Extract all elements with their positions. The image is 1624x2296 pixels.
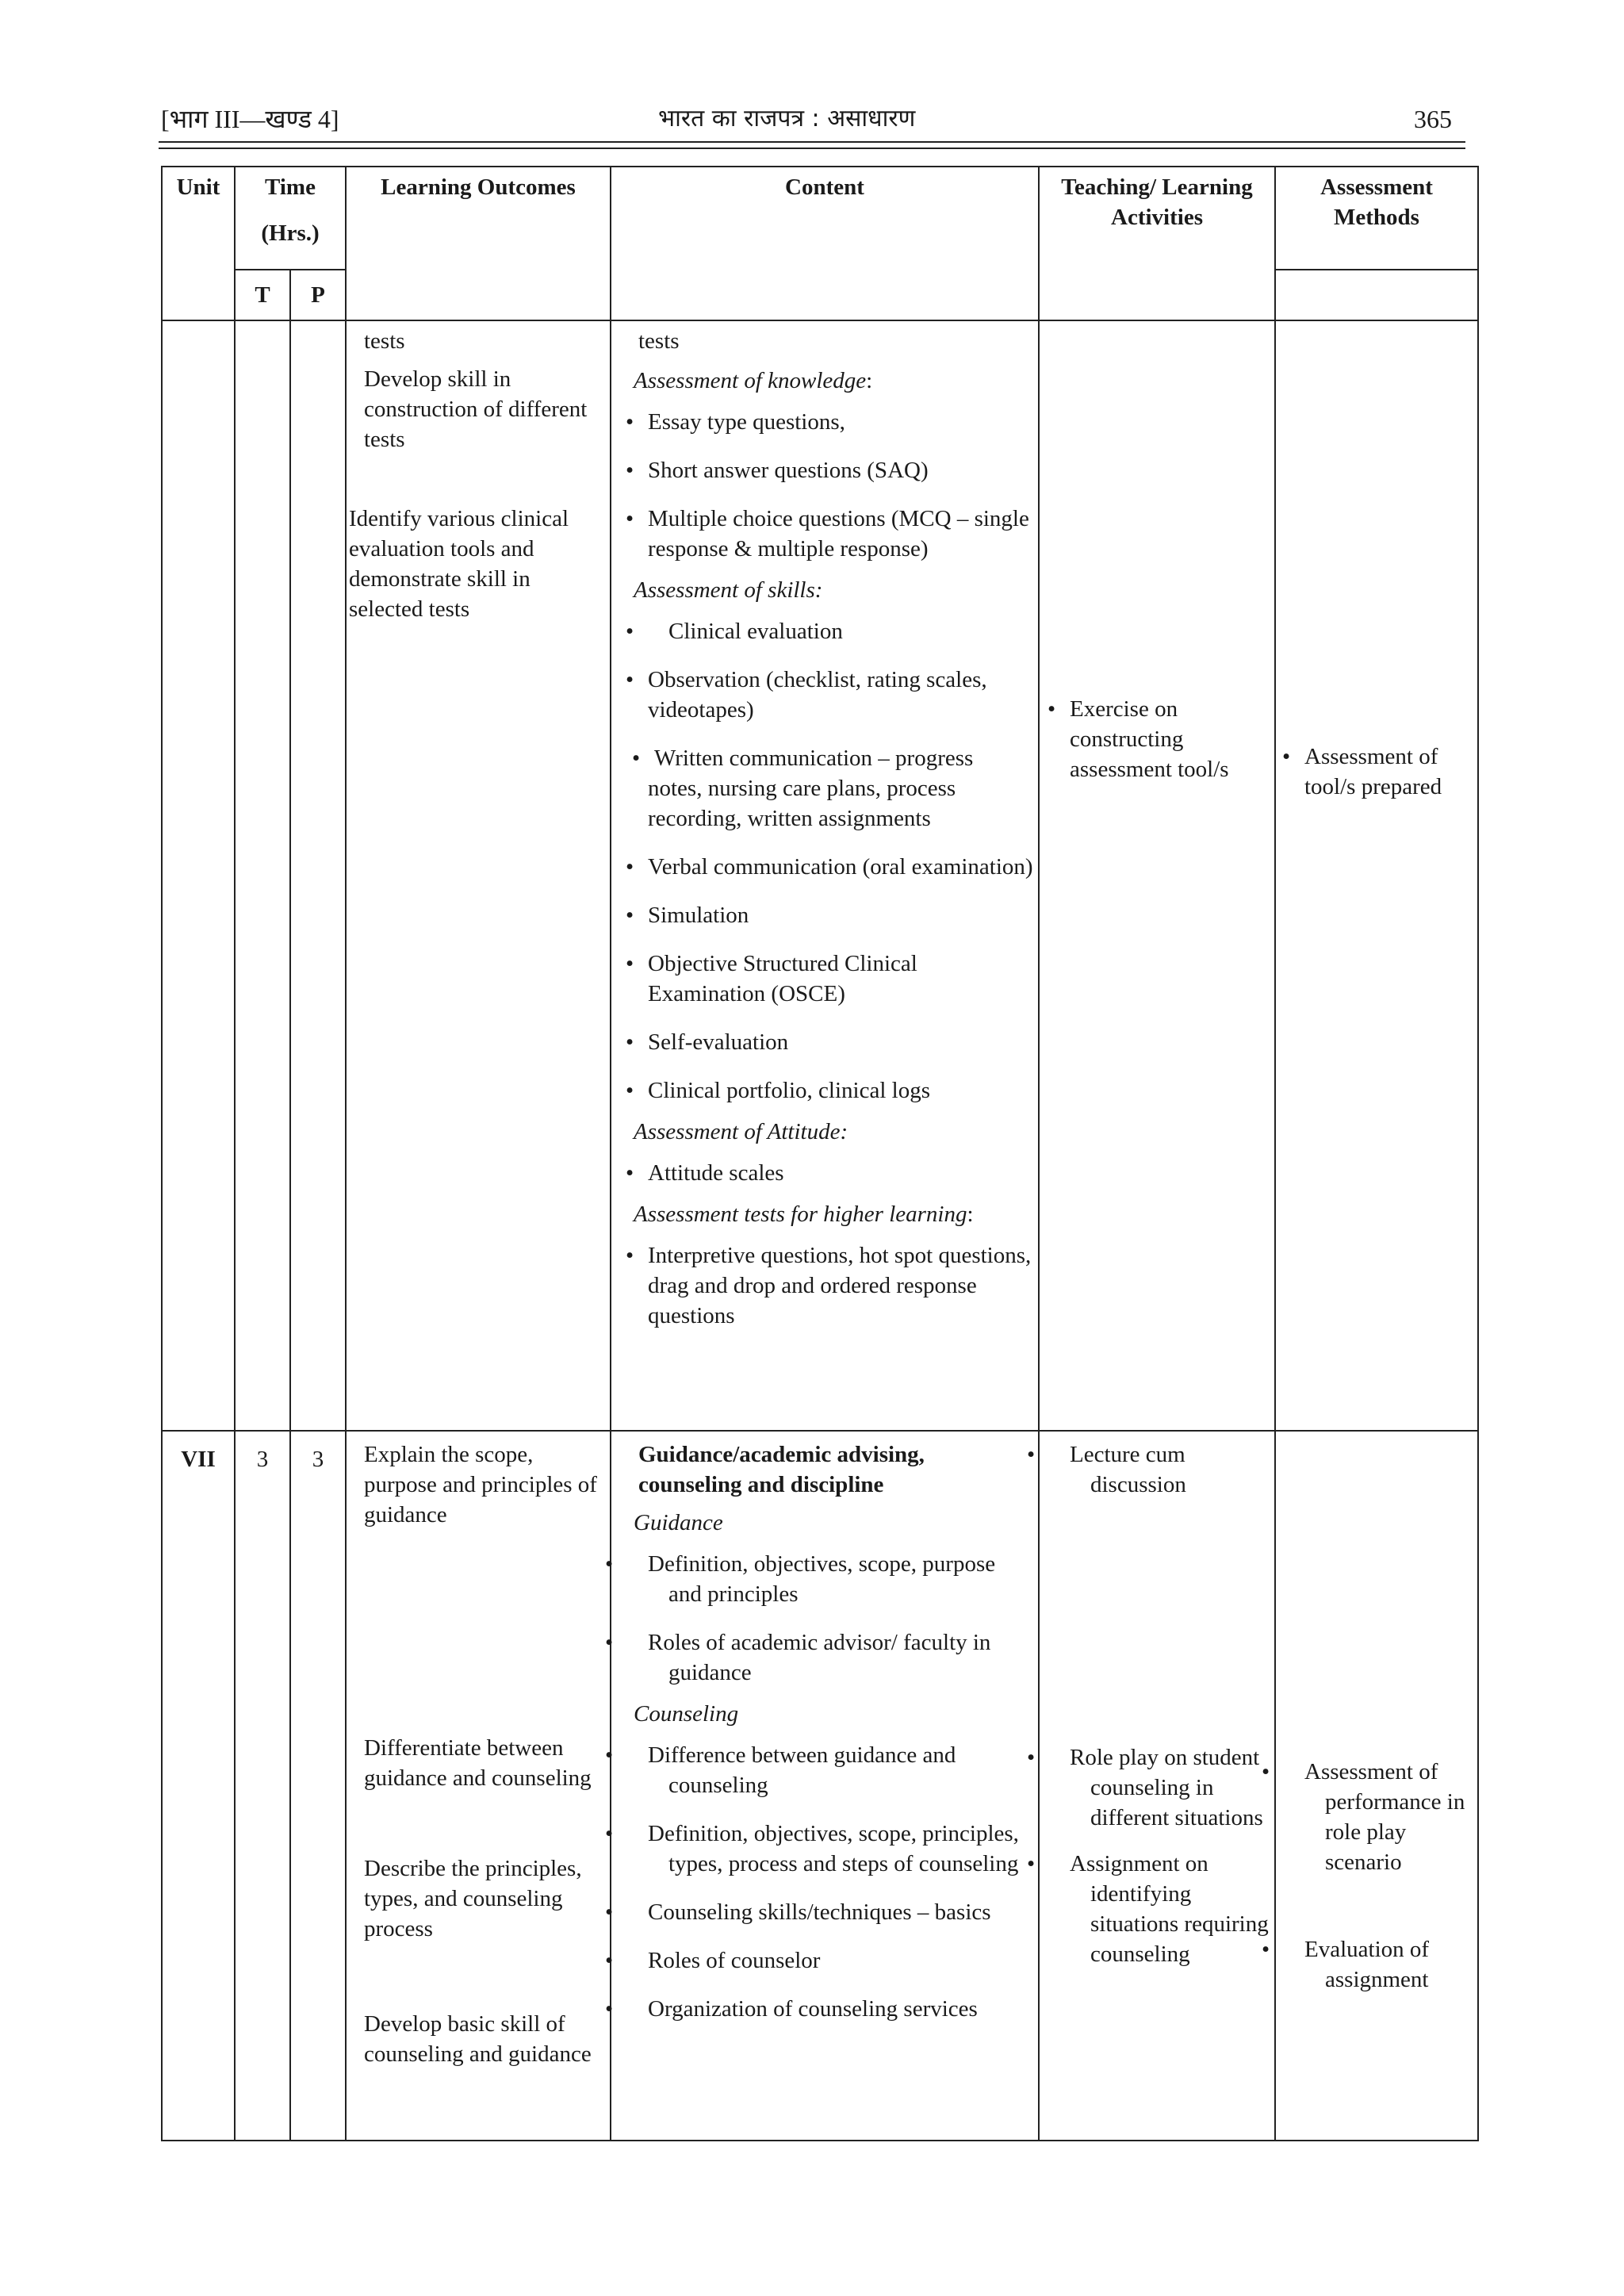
bullet-list [622,407,1033,564]
list-item: • Assessment of performance in role play scenario [1279,1757,1474,1877]
list-item: • Assessment of tool/s prepared [1279,742,1474,802]
list-item: • Organization of counseling services [622,1994,1033,2024]
list-item: • Objective Structured Clinical Examination (OSCE) [622,949,1033,1009]
list-item: • Essay type questions, [622,407,1033,437]
bullet-list [622,1158,1033,1188]
page-number: 365 [1414,105,1452,133]
content-cell [611,1431,1039,2141]
t-cell [235,320,290,1431]
list-item: • Verbal communication (oral examination) [622,852,1033,882]
content-subheading: Assessment of knowledge: [634,368,873,393]
bullet-list [1040,1439,1274,1969]
list-item: • Roles of academic advisor/ faculty in guidance [622,1627,1033,1688]
list-item: • Written communication – progress notes, nursing care plans, process recording, written assignments [622,743,1033,834]
teaching-cell [1039,1431,1275,2141]
list-item: • Self-evaluation [622,1027,1033,1057]
bullet-list [1276,1757,1477,1995]
col-header-content: Content [611,167,1039,320]
list-item: • Observation (checklist, rating scales, videotapes) [622,665,1033,725]
header-gazette-title: भारत का राजपत्र : असाधारण [658,105,916,132]
learning-outcomes-cell [346,1431,611,2141]
outcome-text: Identify various clinical evaluation tools and demonstrate skill in selected tests [349,506,569,622]
outcome-text: Develop skill in construction of different tests [364,366,588,452]
col-header-assessment: Assessment Methods [1275,167,1478,270]
col-header-p: P [290,270,346,320]
unit-cell [162,320,235,1431]
list-item: • Interpretive questions, hot spot questions, drag and drop and ordered response questions [622,1240,1033,1331]
outcome-text: Describe the principles, types, and counseling process [364,1856,582,1941]
table-row-unit-vii [162,1431,1478,2141]
content-subheading: Assessment of skills: [634,577,823,603]
list-item: • Counseling skills/techniques – basics [622,1897,1033,1927]
learning-outcomes-cell [346,320,611,1431]
outcome-text: tests [364,328,405,354]
list-item: • Attitude scales [622,1158,1033,1188]
outcome-text: Develop basic skill of counseling and guidance [364,2011,592,2067]
outcome-text: Explain the scope, purpose and principles of guidance [364,1442,597,1527]
col-header-learning-outcomes: Learning Outcomes [346,167,611,320]
bullet-list [1040,694,1274,784]
content-subheading: Guidance [634,1510,723,1535]
assessment-cell [1275,1431,1478,2141]
list-item: • Assignment on identifying situations requiring counseling [1044,1849,1271,1969]
col-header-unit: Unit [162,167,235,320]
teaching-cell [1039,320,1275,1431]
content-subheading: Counseling [634,1701,739,1727]
list-item: • Difference between guidance and counseling [622,1740,1033,1800]
list-item: • Definition, objectives, scope, purpose and principles [622,1549,1033,1609]
list-item: • Multiple choice questions (MCQ – single response & multiple response) [622,504,1033,564]
bullet-list [1276,742,1477,802]
col-header-assessment-blank [1275,270,1478,320]
col-header-time: Time (Hrs.) [235,167,346,270]
table-row-continuation [162,320,1478,1431]
list-item: • Clinical evaluation [622,616,1033,646]
content-subheading: Assessment of Attitude: [634,1119,848,1144]
syllabus-table [161,166,1479,2141]
list-item: • Lecture cum discussion [1044,1439,1271,1500]
list-item: • Exercise on constructing assessment tool/s [1044,694,1271,784]
list-item: • Role play on student counseling in different situations [1044,1742,1271,1833]
p-cell: 3 [290,1431,346,2141]
p-cell [290,320,346,1431]
content-cell [611,320,1039,1431]
content-subheading: Assessment tests for higher learning: [634,1202,974,1227]
outcome-text: Differentiate between guidance and counseling [364,1735,592,1791]
list-item: • Clinical portfolio, clinical logs [622,1075,1033,1106]
list-item: • Short answer questions (SAQ) [622,455,1033,485]
header-rule [159,148,1465,149]
col-header-teaching: Teaching/ Learning Activities [1039,167,1275,320]
content-title: Guidance/academic advising, counseling and discipline [638,1442,925,1497]
bullet-list [622,1740,1033,2024]
content-text: tests [638,328,680,354]
t-cell: 3 [235,1431,290,2141]
bullet-list [622,616,1033,1106]
table-header-row [162,167,1478,270]
list-item: • Roles of counselor [622,1945,1033,1976]
list-item: • Definition, objectives, scope, principles, types, process and steps of counseling [622,1819,1033,1879]
bullet-list [622,1549,1033,1688]
col-header-t: T [235,270,290,320]
header-section-label: [भाग III—खण्ड 4] [161,105,339,133]
list-item: • Simulation [622,900,1033,930]
bullet-list [622,1240,1033,1331]
assessment-cell [1275,320,1478,1431]
list-item: • Evaluation of assignment [1279,1934,1474,1995]
header-rule [159,141,1465,143]
unit-cell: VII [162,1431,235,2141]
